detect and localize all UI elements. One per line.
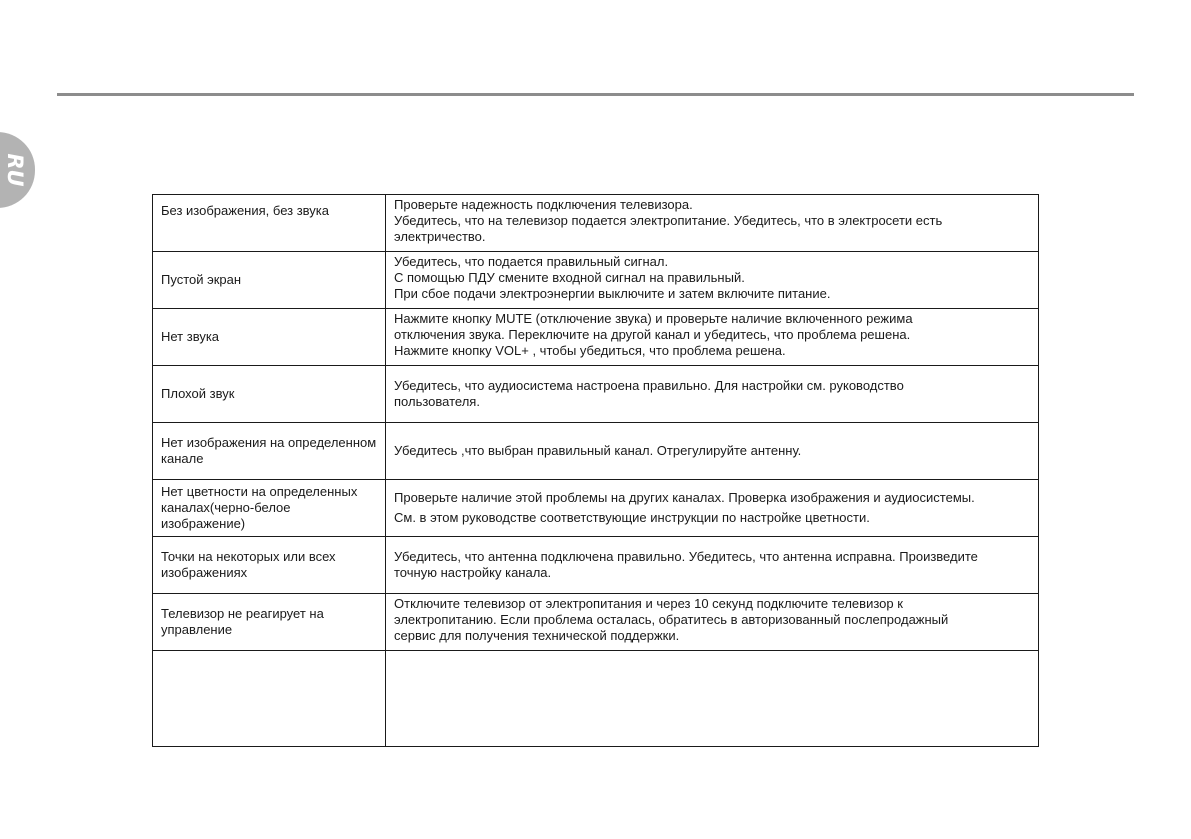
solution-line: Убедитесь, что на телевизор подается электропитание. Убедитесь, что в электросети есть xyxy=(394,213,943,228)
solution-line: Убедитесь, что подается правильный сигнал. xyxy=(394,254,669,269)
solution-line: Проверьте надежность подключения телевизора. xyxy=(394,197,693,212)
solution-line: пользователя. xyxy=(394,394,480,409)
solution-line: См. в этом руководстве соответствующие инструкции по настройке цветности. xyxy=(394,510,870,525)
problem-text: Пустой экран xyxy=(161,272,242,287)
problem-text: Точки на некоторых или всех изображениях xyxy=(161,549,336,580)
solution-line: отключения звука. Переключите на другой канал и убедитесь, что проблема решена. xyxy=(394,327,911,342)
solution-cell xyxy=(386,195,1039,252)
problem-cell xyxy=(153,423,386,480)
solution-line: Нажмите кнопку VOL+ , чтобы убедиться, что проблема решена. xyxy=(394,343,786,358)
header-rule xyxy=(57,93,1134,96)
problem-text: Нет цветности на определенных каналах(черно-белое изображение) xyxy=(161,484,358,531)
solution-line: Убедитесь, что аудиосистема настроена правильно. Для настройки см. руководство xyxy=(394,378,904,393)
solution-cell xyxy=(386,537,1039,594)
solution-cell xyxy=(386,366,1039,423)
solution-line: Нажмите кнопку MUTE (отключение звука) и проверьте наличие включенного режима xyxy=(394,311,913,326)
table-row xyxy=(153,252,1039,309)
solution-line: Убедитесь ,что выбран правильный канал. Отрегулируйте антенну. xyxy=(394,443,802,458)
table-row-empty xyxy=(153,651,1039,747)
problem-cell xyxy=(153,537,386,594)
table-row xyxy=(153,480,1039,537)
problem-cell xyxy=(153,594,386,651)
solution-line: При сбое подачи электроэнергии выключите и затем включите питание. xyxy=(394,286,831,301)
problem-cell xyxy=(153,252,386,309)
problem-cell-empty xyxy=(153,651,386,747)
problem-cell xyxy=(153,195,386,252)
solution-cell xyxy=(386,309,1039,366)
solution-cell xyxy=(386,594,1039,651)
problem-text: Без изображения, без звука xyxy=(161,203,329,218)
table-row xyxy=(153,309,1039,366)
solution-cell-empty xyxy=(386,651,1039,747)
solution-line: Отключите телевизор от электропитания и через 10 секунд подключите телевизор к xyxy=(394,596,903,611)
solution-line: Проверьте наличие этой проблемы на других каналах. Проверка изображения и аудиосистемы. xyxy=(394,490,975,505)
solution-line: Убедитесь, что антенна подключена правильно. Убедитесь, что антенна исправна. Произведите xyxy=(394,549,978,564)
table-row xyxy=(153,423,1039,480)
language-tab-label: RU xyxy=(3,153,27,187)
solution-line: электропитанию. Если проблема осталась, обратитесь в авторизованный послепродажный xyxy=(394,612,949,627)
problem-text: Плохой звук xyxy=(161,386,235,401)
table-row xyxy=(153,537,1039,594)
table-row xyxy=(153,195,1039,252)
solution-cell xyxy=(386,423,1039,480)
problem-text: Нет звука xyxy=(161,329,220,344)
problem-cell xyxy=(153,366,386,423)
troubleshooting-table xyxy=(152,194,1039,747)
solution-line: С помощью ПДУ смените входной сигнал на правильный. xyxy=(394,270,745,285)
solution-cell xyxy=(386,252,1039,309)
table-row xyxy=(153,594,1039,651)
problem-text: Нет изображения на определенном канале xyxy=(161,435,377,466)
problem-text: Телевизор не реагирует на управление xyxy=(161,606,324,637)
solution-line: электричество. xyxy=(394,229,486,244)
problem-cell xyxy=(153,480,386,537)
table-row xyxy=(153,366,1039,423)
problem-cell xyxy=(153,309,386,366)
solution-line: сервис для получения технической поддержки. xyxy=(394,628,680,643)
solution-line: точную настройку канала. xyxy=(394,565,552,580)
solution-cell xyxy=(386,480,1039,537)
